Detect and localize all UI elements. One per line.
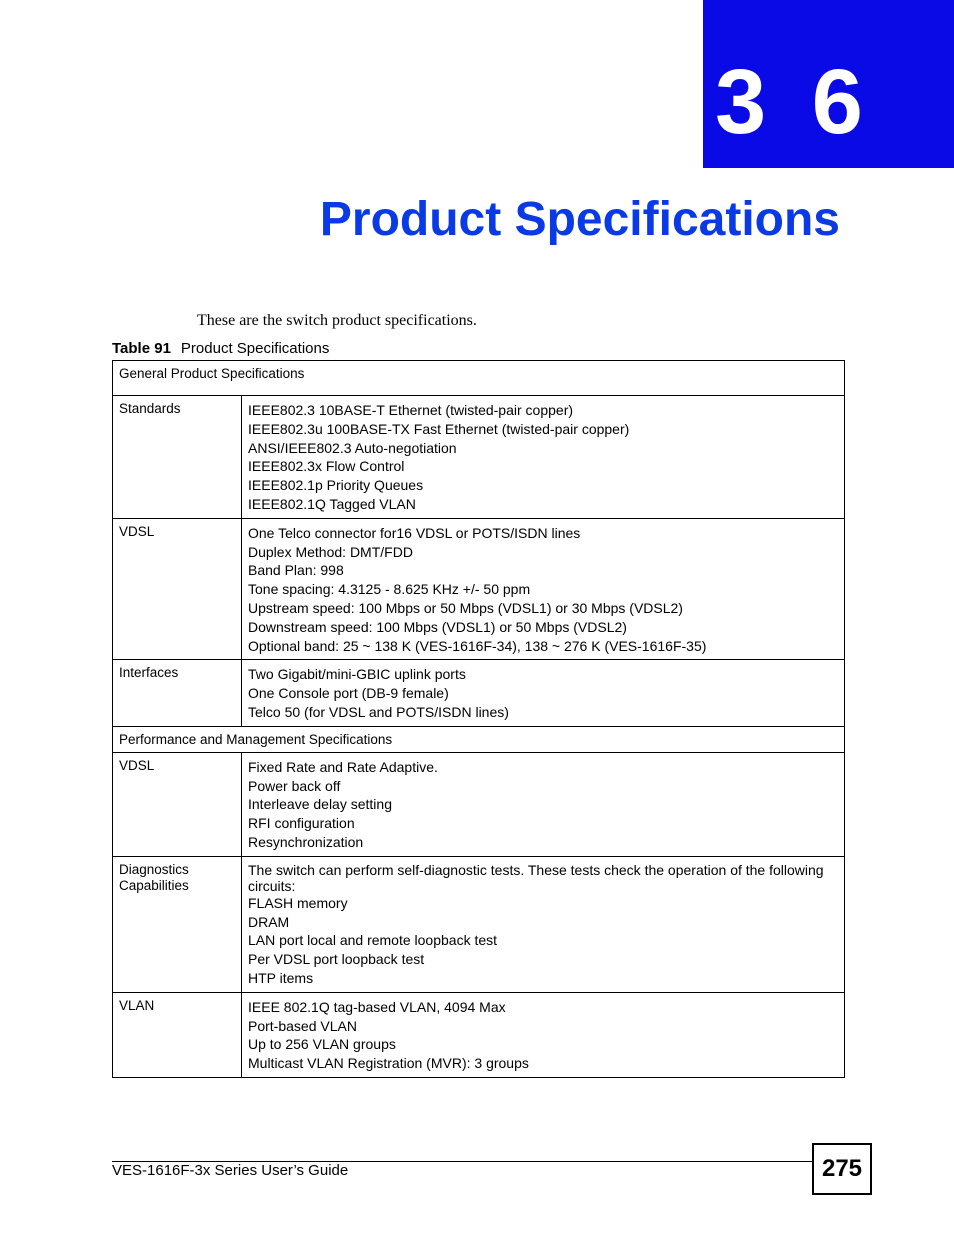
value-line: IEEE802.1p Priority Queues bbox=[248, 477, 424, 494]
table-row bbox=[113, 856, 845, 992]
row-value bbox=[242, 518, 845, 660]
value-line: Interleave delay setting bbox=[248, 796, 392, 813]
value-line: RFI configuration bbox=[248, 815, 355, 832]
row-label: VLAN bbox=[113, 992, 242, 1077]
table-row bbox=[113, 992, 845, 1077]
value-line: Two Gigabit/mini-GBIC uplink ports bbox=[248, 666, 466, 683]
row-label: Interfaces bbox=[113, 660, 242, 726]
value-line: Optional band: 25 ~ 138 K (VES-1616F-34), 138 ~ 276 K (VES-1616F-35) bbox=[248, 637, 707, 654]
product-spec-table bbox=[112, 360, 845, 1078]
value-line: IEEE802.3x Flow Control bbox=[248, 458, 405, 475]
chapter-number: 3 6 bbox=[715, 51, 873, 153]
value-line: Up to 256 VLAN groups bbox=[248, 1036, 396, 1053]
value-line: One Console port (DB-9 female) bbox=[248, 685, 449, 702]
value-line: Power back off bbox=[248, 777, 341, 794]
value-line: Telco 50 (for VDSL and POTS/ISDN lines) bbox=[248, 703, 509, 720]
table-row bbox=[113, 396, 845, 519]
row-value bbox=[242, 660, 845, 726]
row-label: Standards bbox=[113, 396, 242, 519]
value-line: Tone spacing: 4.3125 - 8.625 KHz +/- 50 ppm bbox=[248, 581, 531, 598]
value-line: ANSI/IEEE802.3 Auto-negotiation bbox=[248, 439, 457, 456]
value-line: Port-based VLAN bbox=[248, 1017, 357, 1034]
section-heading-row bbox=[113, 726, 845, 752]
value-line: Downstream speed: 100 Mbps (VDSL1) or 50 Mbps (VDSL2) bbox=[248, 618, 627, 635]
value-line: IEEE802.1Q Tagged VLAN bbox=[248, 495, 416, 512]
value-line: IEEE802.3u 100BASE-TX Fast Ethernet (twisted-pair copper) bbox=[248, 420, 630, 437]
value-line: Multicast VLAN Registration (MVR): 3 groups bbox=[248, 1055, 529, 1072]
value-line: FLASH memory bbox=[248, 894, 348, 911]
chapter-number-box bbox=[703, 0, 954, 168]
section-heading: General Product Specifications bbox=[113, 361, 845, 396]
value-line: Duplex Method: DMT/FDD bbox=[248, 543, 413, 560]
value-line: Upstream speed: 100 Mbps or 50 Mbps (VDSL1) or 30 Mbps (VDSL2) bbox=[248, 599, 683, 616]
row-value bbox=[242, 396, 845, 519]
row-value bbox=[242, 752, 845, 856]
chapter-title: Product Specifications bbox=[319, 193, 840, 246]
table-row bbox=[113, 660, 845, 726]
table-row bbox=[113, 518, 845, 660]
value-line: One Telco connector for16 VDSL or POTS/ISDN lines bbox=[248, 524, 581, 541]
row-label: Diagnostics Capabilities bbox=[113, 856, 242, 992]
value-line: Per VDSL port loopback test bbox=[248, 951, 425, 968]
table-row bbox=[113, 752, 845, 856]
page-number: 275 bbox=[812, 1143, 872, 1195]
table-caption bbox=[112, 339, 329, 358]
value-line: Fixed Rate and Rate Adaptive. bbox=[248, 758, 438, 775]
value-line: The switch can perform self-diagnostic tests. These tests check the operation of the following circuits: bbox=[248, 861, 824, 894]
value-line: LAN port local and remote loopback test bbox=[248, 932, 498, 949]
table-caption-title: Product Specifications bbox=[180, 340, 330, 357]
intro-paragraph: These are the switch product specifications. bbox=[197, 312, 477, 329]
row-value bbox=[242, 992, 845, 1077]
section-heading-row bbox=[113, 361, 845, 396]
value-line: IEEE802.3 10BASE-T Ethernet (twisted-pair copper) bbox=[248, 402, 574, 418]
row-value bbox=[242, 856, 845, 992]
table-caption-label: Table 91 bbox=[112, 340, 171, 357]
value-line: HTP items bbox=[248, 969, 314, 986]
row-label: VDSL bbox=[113, 518, 242, 660]
value-line: IEEE 802.1Q tag-based VLAN, 4094 Max bbox=[248, 998, 506, 1015]
footer-guide-title: VES-1616F-3x Series User’s Guide bbox=[112, 1162, 349, 1179]
value-line: Band Plan: 998 bbox=[248, 562, 344, 579]
row-label: VDSL bbox=[113, 752, 242, 856]
value-line: DRAM bbox=[248, 913, 290, 930]
value-line: Resynchronization bbox=[248, 833, 364, 850]
section-heading: Performance and Management Specifications bbox=[113, 726, 845, 752]
